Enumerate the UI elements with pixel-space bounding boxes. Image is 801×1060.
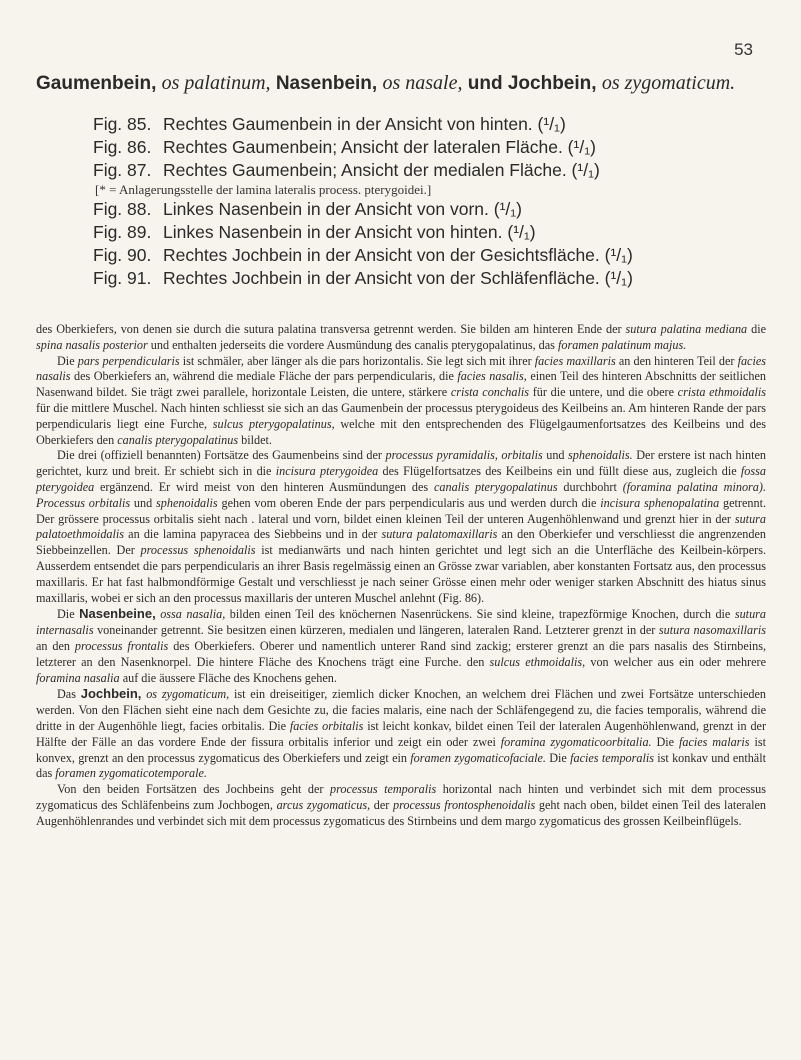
title-part-zygomatic: und Jochbein, (462, 73, 602, 94)
figure-number: Fig. 90. (93, 245, 152, 265)
figure-number: Fig. 85. (93, 114, 152, 134)
figure-list (93, 113, 761, 290)
paragraph: Die drei (offiziell benannten) Fortsätze des Gaumenbeins sind der processus pyramidalis, orbitalis und sphenoidalis. Der erstere ist nach hinten gerichtet, kurz und breit. Er schiebt sich in die incisura pterygoidea des Flügelfortsatzes des Keilbeins ein und füllt diese aus, zugleich die fossa pterygoidea ergänzend. Er wird meist von den hinteren Ausmündungen des canalis pterygopalatinus durchbohrt (foramina palatina minora). Processus orbitalis und sphenoidalis gehen vom oberen Ende der pars perpendicularis aus und werden durch die incisura sphenopalatina getrennt. Der grössere processus orbitalis sieht nach . lateral und vorn, bildet einen kleinen Teil der unteren Augenhöhlenwand und grenzt hier in der sutura palatoethmoidalis an die lamina papyracea des Siebbeins und in der sutura palatomaxillaris an den Oberkiefer und verschliesst die angrenzenden Siebbeinzellen. Der processus sphenoidalis ist medianwärts und nach hinten gerichtet und legt sich an die Unterfläche des Keilbein-körpers. Ausserdem entsendet die pars perpendicularis an ihrer Basis regelmässig einen an Grösse zwar variablen, aber konstanten Fortsatz aus, den processus maxillaris. Er hat fast halbmondförmige Gestalt und verschliesst je nach seiner Grösse einen mehr oder weniger starken Abschnitt des hiatus sinus maxillaris, wobei er sich an den processus maxillaris der unteren Muschel anlehnt (Fig. 86). (36, 448, 767, 605)
figure-number: Fig. 88. (93, 199, 152, 219)
title-part-palatine: Gaumenbein, (36, 73, 162, 94)
figure-text: Linkes Nasenbein in der Ansicht von hinten. (¹/₁) (163, 222, 536, 242)
page-number: 53 (734, 40, 753, 59)
figure-caption (93, 136, 761, 159)
figure-text: Rechtes Jochbein in der Ansicht von der Schläfenfläche. (¹/₁) (163, 268, 633, 288)
term-nasenbeine: Nasenbeine, (79, 606, 156, 622)
figure-caption (93, 267, 761, 290)
figure-text: Rechtes Gaumenbein; Ansicht der lateralen Fläche. (¹/₁) (163, 137, 596, 157)
figure-number: Fig. 89. (93, 222, 152, 242)
title-latin-nasal: os nasale, (382, 72, 463, 94)
paragraph: Von den beiden Fortsätzen des Jochbeins geht der processus temporalis horizontal nach hinten und verbindet sich mit dem processus zygomaticus des Schläfenbeins zum Jochbogen, arcus zygomaticus, der processus frontosphenoidalis geht nach oben, bildet einen Teil des lateralen Augenhöhlenrandes und verbindet sich mit dem processus zygomaticus des Stirnbeins und dem margo zygomaticus des grossen Keilbeinflügels. (36, 782, 767, 828)
term-jochbein: Jochbein, (80, 686, 142, 702)
body-text (36, 322, 766, 830)
figure-caption (93, 198, 761, 221)
figure-text: Rechtes Jochbein in der Ansicht von der Gesichtsfläche. (¹/₁) (163, 245, 633, 265)
title-latin-palatine: os palatinum, (161, 72, 271, 94)
figure-caption (93, 221, 761, 244)
figure-text: Rechtes Gaumenbein; Ansicht der medialen Fläche. (¹/₁) (163, 160, 600, 180)
figure-caption (93, 159, 761, 182)
figure-number: Fig. 87. (93, 160, 152, 180)
paragraph: Das Jochbein, os zygomaticum, ist ein dreiseitiger, ziemlich dicker Knochen, an welchem drei Flächen und zwei Fortsätze unterschieden werden. Von den Flächen sieht eine nach dem Gesichte zu, die facies malaris, eine nach der Schläfengegend zu, die facies temporalis, während die dritte in der Augenhöhle liegt, facies orbitalis. Die facies orbitalis ist leicht konkav, bildet einen Teil der lateralen Augenhöhlenwand, grenzt in der Hälfte der Fälle an das vordere Ende der fissura orbitalis inferior und zeigt ein oder zwei foramina zygomaticoorbitalia. Die facies malaris ist konvex, grenzt an den processus zygomaticus des Oberkiefers und zeigt ein foramen zygomaticofaciale. Die facies temporalis ist konkav und enthält das foramen zygomaticotemporale. (36, 686, 767, 781)
figure-number: Fig. 91. (93, 268, 152, 288)
figure-note: [* = Anlagerungsstelle der lamina lateralis process. pterygoidei.] (95, 182, 432, 197)
figure-text: Rechtes Gaumenbein in der Ansicht von hinten. (¹/₁) (163, 114, 566, 134)
title-latin-zygomatic: os zygomaticum. (601, 72, 736, 94)
paragraph: des Oberkiefers, von denen sie durch die sutura palatina transversa getrennt werden. Sie bilden am hinteren Ende der sutura palatina mediana die spina nasalis posterior und enthalten jederseits die vordere Ausmündung des canalis pterygopalatinus, das foramen palatinum majus. (36, 322, 766, 352)
figure-text: Linkes Nasenbein in der Ansicht von vorn. (¹/₁) (163, 199, 522, 219)
figure-caption (93, 113, 761, 136)
title-part-nasal: Nasenbein, (270, 73, 383, 94)
paragraph: Die pars perpendicularis ist schmäler, aber länger als die pars horizontalis. Sie legt sich mit ihrer facies maxillaris an den hinteren Teil der facies nasalis des Oberkiefers an, während die mediale Fläche der pars perpendicularis, die facies nasalis, einen Teil des hinteren Abschnitts der seitlichen Nasenwand bildet. Sie trägt zwei parallele, horizontale Leisten, die untere, stärkere crista conchalis für die untere, und die obere crista ethmoidalis für die mittlere Muschel. Nach hinten schliesst sie sich an das Gaumenbein der processus pterygoideus des Keilbeins an. Am hinteren Rande der pars perpendicularis liegt eine Furche, sulcus pterygopalatinus, welche mit den entsprechenden des Flügelgaumenfortsatzes des Keilbeins und des Oberkiefers den canalis pterygopalatinus bildet. (36, 353, 767, 447)
page-title (36, 72, 771, 95)
figure-number: Fig. 86. (93, 137, 152, 157)
paragraph: Die Nasenbeine, ossa nasalia, bilden einen Teil des knöchernen Nasenrückens. Sie sind kleine, trapezförmige Knochen, durch die sutura internasalis voneinander getrennt. Sie besitzen einen kürzeren, medialen und längeren, lateralen Rand. Letzterer grenzt in der sutura nasomaxillaris an den processus frontalis des Oberkiefers. Oberer und namentlich unterer Rand sind zackig; ersterer grenzt an die pars nasalis des Stirnbeins, letzterer an den Nasenknorpel. Die hintere Fläche des Knochens trägt eine Furche. den sulcus ethmoidalis, von welcher aus ein oder mehrere foramina nasalia auf die äussere Fläche des Knochens gehen. (36, 606, 767, 685)
figure-caption (93, 244, 761, 267)
